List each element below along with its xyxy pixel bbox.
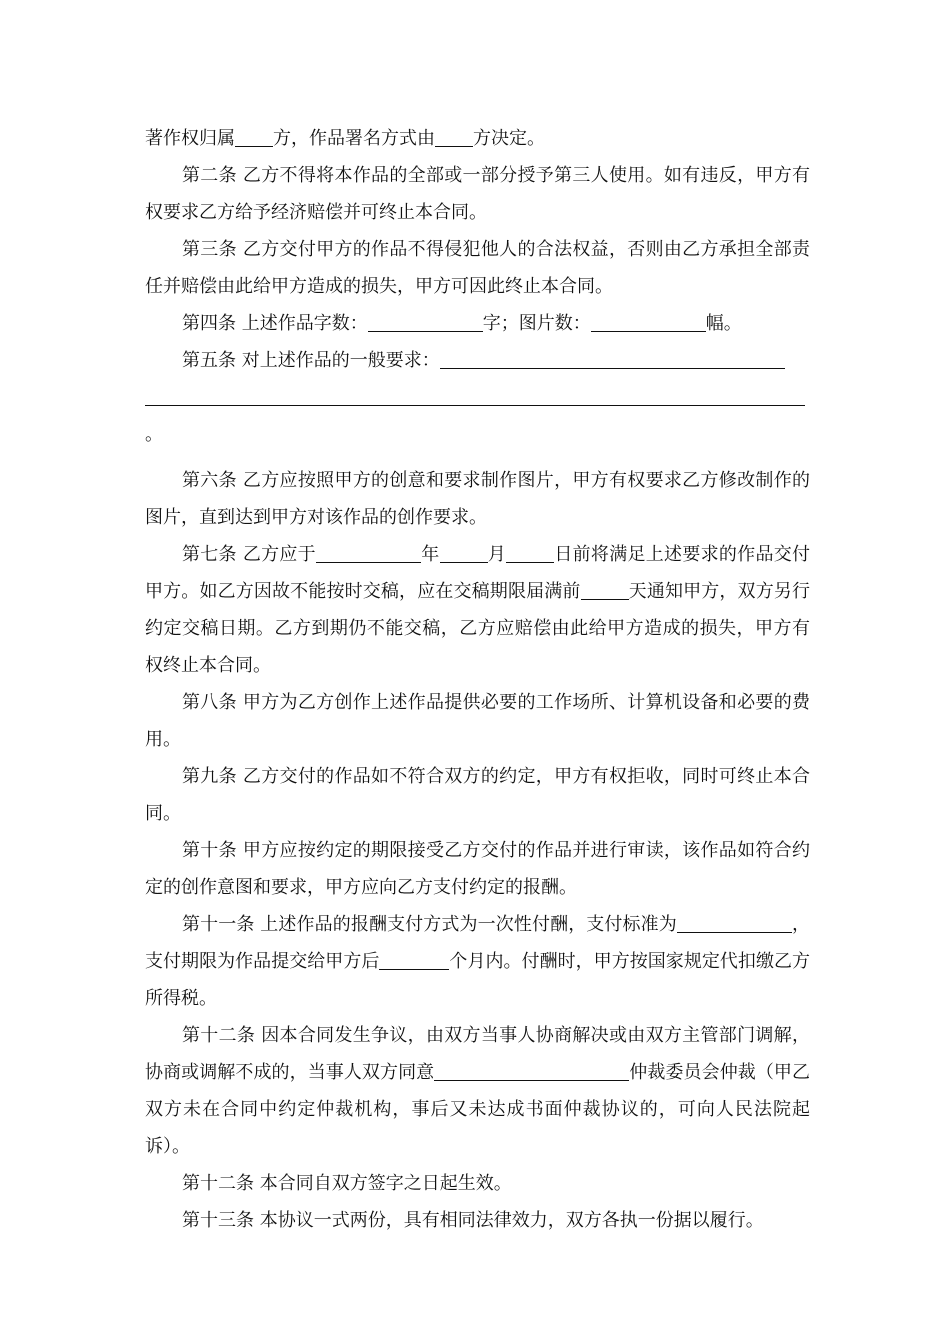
text-segment: 年 xyxy=(420,544,440,565)
text-segment: 第五条 对上述作品的一般要求： xyxy=(182,350,440,371)
article-13: 第十三条 本协议一式两份，具有相同法律效力，双方各执一份据以履行。 xyxy=(182,1210,764,1231)
article-5 xyxy=(145,342,810,379)
text-segment: 字；图片数： xyxy=(482,313,591,334)
text-segment: 幅。 xyxy=(705,313,742,334)
article-12-arbitration xyxy=(145,1017,810,1165)
article-10: 第十条 甲方应按约定的期限接受乙方交付的作品并进行审读，该作品如符合约定的创作意图和要求，甲方应向乙方支付约定的报酬。 xyxy=(145,840,810,898)
article-3: 第三条 乙方交付甲方的作品不得侵犯他人的合法权益，否则由乙方承担全部责任并赔偿由此给甲方造成的损失，甲方可因此终止本合同。 xyxy=(145,239,810,297)
month-blank xyxy=(440,544,488,563)
day-blank xyxy=(506,544,554,563)
text-segment: 天通知甲方，双方另行约定交稿日期。乙方到期仍不能交稿，乙方应赔偿由此给甲方造成的损失，甲方有权终止本合同。 xyxy=(145,581,811,676)
article-2: 第二条 乙方不得将本作品的全部或一部分授予第三人使用。如有违反，甲方有权要求乙方给予经济赔偿并可终止本合同。 xyxy=(145,165,810,223)
arbitration-committee-blank xyxy=(434,1062,629,1081)
article-12-effective: 第十二条 本合同自双方签字之日起生效。 xyxy=(182,1173,512,1194)
text-segment: 第十二条 因本合同发生争议，由双方当事人协商解决或由双方主管部门调解，协商或调解不成的，当事人双方同意 xyxy=(145,1025,810,1083)
text-segment: 方决定。 xyxy=(473,128,545,149)
article-6: 第六条 乙方应按照甲方的创意和要求制作图片，甲方有权要求乙方修改制作的图片，直到达到甲方对该作品的创作要求。 xyxy=(145,470,810,528)
text-segment: 第四条 上述作品字数： xyxy=(182,313,368,334)
payment-standard-blank xyxy=(677,914,792,933)
text-segment: 月 xyxy=(487,544,507,565)
article-8: 第八条 甲方为乙方创作上述作品提供必要的工作场所、计算机设备和必要的费用。 xyxy=(145,692,810,750)
text-segment: 。 xyxy=(145,424,163,445)
blank-line xyxy=(235,128,273,147)
contract-body xyxy=(145,120,810,1239)
word-count-blank xyxy=(368,313,483,332)
article-9: 第九条 乙方交付的作品如不符合双方的约定，甲方有权拒收，同时可终止本合同。 xyxy=(145,766,810,824)
text-segment: ，支付期限为作品提交给甲方后 xyxy=(145,914,810,972)
text-segment: 日前将满足上述要求的作品交付甲方。如乙方因故不能按时交稿，应在交稿期限届满前 xyxy=(145,544,811,602)
article-11 xyxy=(145,906,810,1017)
blank-line xyxy=(435,128,473,147)
text-segment: 第十一条 上述作品的报酬支付方式为一次性付酬，支付标准为 xyxy=(182,914,677,935)
year-blank xyxy=(316,544,421,563)
days-blank xyxy=(581,581,629,600)
article-7 xyxy=(145,536,810,684)
image-count-blank xyxy=(591,313,706,332)
requirements-blank xyxy=(440,350,785,369)
text-segment: 个月内。付酬时，甲方按国家规定代扣缴乙方所得税。 xyxy=(145,951,811,1009)
paragraph-copyright-ownership xyxy=(145,120,810,157)
requirements-blank-full xyxy=(145,387,805,406)
article-4 xyxy=(145,305,810,342)
text-segment: 方，作品署名方式由 xyxy=(273,128,435,149)
article-5-continuation xyxy=(145,379,810,453)
text-segment: 著作权归属 xyxy=(145,128,235,149)
text-segment: 第七条 乙方应于 xyxy=(182,544,316,565)
text-segment: 仲裁委员会仲裁（甲乙双方未在合同中约定仲裁机构，事后又未达成书面仲裁协议的，可向人民法院起诉）。 xyxy=(145,1062,811,1157)
months-blank xyxy=(379,951,449,970)
